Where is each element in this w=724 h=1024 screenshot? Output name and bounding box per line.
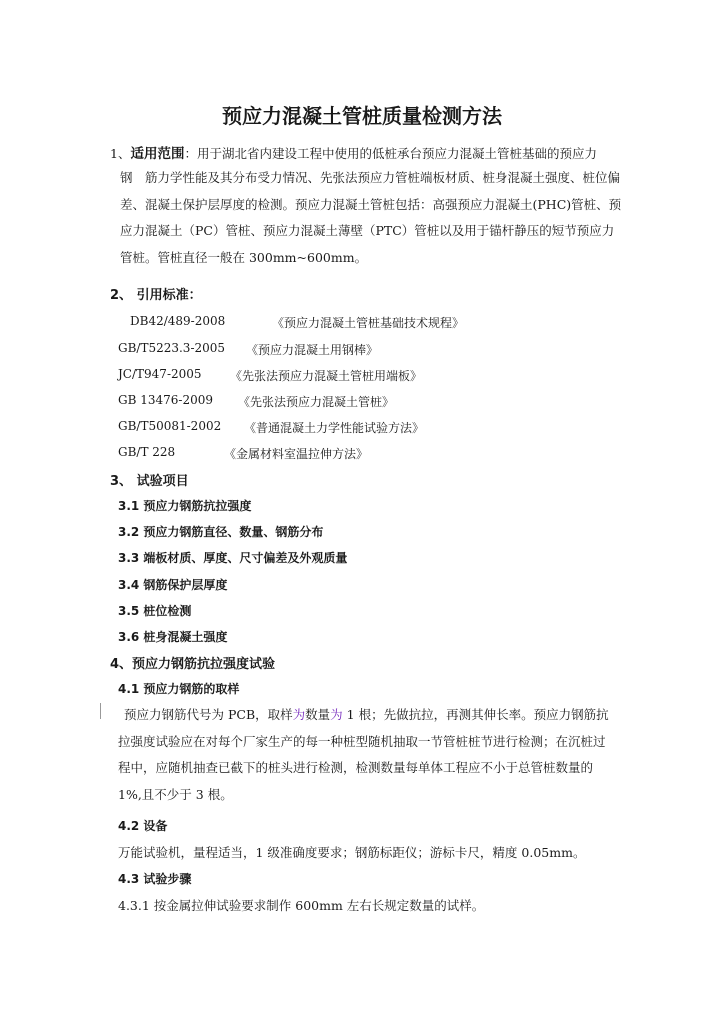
subsection-4-2-heading: 4.2 设备 [118,819,168,833]
section-1-line-4: 应力混凝土（PC）管桩、预应力混凝土薄壁（PTC）管桩以及用于锚杆静压的短节预应力 [120,223,615,238]
section-1-line-5: 管桩。管桩直径一般在 300mm~600mm。 [120,250,368,265]
standard-code: DB42/489-2008 [130,314,226,328]
standard-code: JC/T947-2005 [118,367,202,381]
standard-name: 《先张法预应力混凝土管桩》 [238,395,395,409]
section-1-line-3: 差、混凝土保护层厚度的检测。预应力混凝土管桩包括：高强预应力混凝土(PHC)管桩、预 [120,197,622,212]
standard-name: 《普通混凝土力学性能试验方法》 [244,421,425,435]
paragraph-4-2: 万能试验机，量程适当，1 级准确度要求；钢筋标距仪；游标卡尺，精度 0.05mm。 [118,845,586,860]
test-item: 3.4 钢筋保护层厚度 [118,578,228,592]
margin-bar [100,703,101,719]
test-item: 3.5 桩位检测 [118,604,192,618]
paragraph-4-1-line-1: 预应力钢筋代号为 PCB，取样为数量为 1 根；先做抗拉，再测其伸长率。预应力钢筋抗 [124,707,609,722]
standard-code: GB 13476-2009 [118,393,213,407]
page-title: 预应力混凝土管桩质量检测方法 [222,104,502,128]
test-item: 3.2 预应力钢筋直径、数量、钢筋分布 [118,525,324,539]
section-4-heading: 4、预应力钢筋抗拉强度试验 [110,657,276,672]
section-1-heading: 适用范围 [130,146,185,162]
standard-code: GB/T 228 [118,445,176,459]
section-3-heading: 3、 试验项目 [110,474,189,489]
standard-name: 《预应力混凝土用钢棒》 [246,343,379,357]
subsection-4-1-heading: 4.1 预应力钢筋的取样 [118,682,240,696]
standard-code: GB/T50081-2002 [118,419,222,433]
paragraph-4-1-line-3: 程中，应随机抽查已截下的桩头进行检测，检测数量每单体工程应不小于总管桩数量的 [118,760,594,775]
section-2-heading: 2、 引用标准： [110,288,202,303]
paragraph-4-3-1: 4.3.1 按金属拉伸试验要求制作 600mm 左右长规定数量的试样。 [118,898,485,913]
test-item: 3.3 端板材质、厚度、尺寸偏差及外观质量 [118,551,348,565]
section-1-line-2: 钢 筋力学性能及其分布受力情况、先张法预应力管桩端板材质、桩身混凝土强度、桩位偏 [120,170,621,185]
standard-code: GB/T5223.3-2005 [118,341,226,355]
test-item: 3.1 预应力钢筋抗拉强度 [118,499,252,513]
standard-name: 《金属材料室温拉伸方法》 [224,447,369,461]
section-1-line-1: ：用于湖北省内建设工程中使用的低桩承台预应力混凝土管桩基础的预应力 [184,146,597,161]
subsection-4-3-heading: 4.3 试验步骤 [118,872,192,886]
test-item: 3.6 桩身混凝土强度 [118,630,228,644]
standard-name: 《预应力混凝土管桩基础技术规程》 [272,316,465,330]
paragraph-4-1-line-2: 拉强度试验应在对每个厂家生产的每一种桩型随机抽取一节管桩桩节进行检测；在沉桩过 [118,734,606,749]
section-1-number: 1、 [110,146,131,161]
paragraph-4-1-line-4: 1%,且不少于 3 根。 [118,787,233,802]
standard-name: 《先张法预应力混凝土管桩用端板》 [230,369,423,383]
